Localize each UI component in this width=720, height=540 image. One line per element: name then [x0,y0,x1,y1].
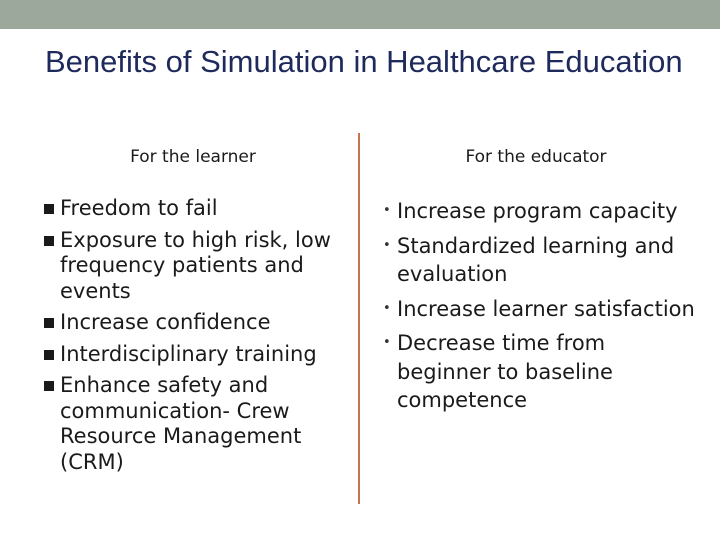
dot-bullet-icon: • [383,237,391,253]
list-item [44,310,349,336]
list-item [44,228,349,305]
list-item [44,196,349,222]
list-item-text: Increase learner satisfaction [397,296,695,321]
list-item-text: Increase program capacity [397,199,678,223]
educator-column-heading: For the educator [465,147,607,167]
square-bullet-icon [44,204,54,214]
list-item-text: Increase confidence [60,310,271,334]
list-item [44,373,349,475]
dot-bullet-icon: • [383,203,391,218]
square-bullet-icon [44,318,54,328]
list-item-text: Exposure to high risk, low frequency patients and events [60,227,331,303]
column-divider [358,133,360,504]
list-item-text: Standardized learning and evaluation [397,233,675,286]
list-item [383,232,703,289]
square-bullet-icon [44,236,54,246]
list-item [44,342,349,368]
educator-benefits-list [383,197,703,421]
list-item [383,329,703,415]
list-item [383,295,703,324]
learner-benefits-list [44,196,349,481]
learner-column-heading: For the learner [130,147,256,167]
list-item-text: Enhance safety and communication- Crew Resource Management (CRM) [60,373,302,474]
list-item-text: Freedom to fail [60,196,218,220]
list-item-text: Interdisciplinary training [60,341,317,366]
list-item-text: Decrease time from beginner to baseline competence [397,331,613,412]
dot-bullet-icon: • [383,335,391,350]
square-bullet-icon [44,381,54,391]
square-bullet-icon [44,350,54,360]
top-accent-bar [0,0,720,29]
list-item [383,197,703,226]
slide-title: Benefits of Simulation in Healthcare Education [45,44,683,79]
dot-bullet-icon: • [383,300,391,316]
